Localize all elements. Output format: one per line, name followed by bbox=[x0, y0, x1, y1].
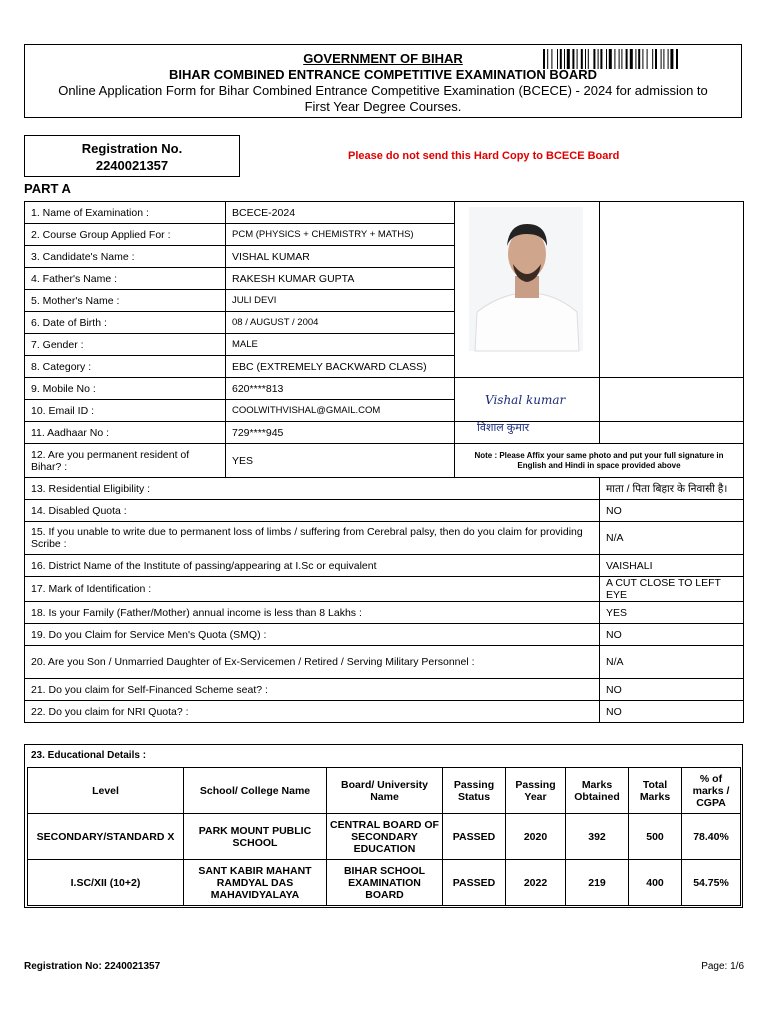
column-header: Board/ University Name bbox=[327, 768, 443, 814]
table-cell: 78.40% bbox=[682, 814, 741, 860]
field-label: 2. Course Group Applied For : bbox=[25, 224, 226, 246]
field-label: 19. Do you Claim for Service Men's Quota (SMQ) : bbox=[25, 624, 600, 646]
registration-label: Registration No. bbox=[81, 141, 183, 156]
table-row bbox=[28, 814, 741, 860]
educational-details-table bbox=[27, 767, 741, 906]
field-value: MALE bbox=[226, 334, 455, 356]
table-cell: I.SC/XII (10+2) bbox=[28, 860, 184, 906]
field-label: 22. Do you claim for NRI Quota? : bbox=[25, 701, 600, 723]
field-value: NO bbox=[600, 679, 744, 701]
educational-details-box bbox=[24, 744, 743, 908]
board-title: BIHAR COMBINED ENTRANCE COMPETITIVE EXAMINATION BOARD bbox=[168, 67, 598, 82]
table-cell: BIHAR SCHOOL EXAMINATION BOARD bbox=[327, 860, 443, 906]
field-value: JULI DEVI bbox=[226, 290, 455, 312]
field-value: NO bbox=[600, 500, 744, 522]
column-header: Total Marks bbox=[629, 768, 682, 814]
table-cell: SANT KABIR MAHANT RAMDYAL DAS MAHAVIDYALAYA bbox=[184, 860, 327, 906]
field-value: A CUT CLOSE TO LEFT EYE bbox=[600, 577, 744, 602]
candidate-photo bbox=[455, 202, 600, 354]
column-header: Marks Obtained bbox=[566, 768, 629, 814]
field-label: 4. Father's Name : bbox=[25, 268, 226, 290]
footer-registration: Registration No: 2240021357 bbox=[24, 961, 161, 972]
table-cell: 392 bbox=[566, 814, 629, 860]
header-box bbox=[24, 44, 742, 118]
hindi-signature-cell bbox=[455, 422, 600, 444]
field-value: PCM (PHYSICS + CHEMISTRY + MATHS) bbox=[226, 224, 455, 246]
form-subtitle: Online Application Form for Bihar Combined Entrance Competitive Examination (BCECE) - 2024 for admission to First Year Degree Courses. bbox=[58, 83, 708, 114]
field-label: 20. Are you Son / Unmarried Daughter of Ex-Servicemen / Retired / Serving Military Personnel : bbox=[25, 646, 600, 679]
column-header: Passing Year bbox=[506, 768, 566, 814]
field-value: VISHAL KUMAR bbox=[226, 246, 455, 268]
field-label: 9. Mobile No : bbox=[25, 378, 226, 400]
table-cell: 2020 bbox=[506, 814, 566, 860]
field-value: RAKESH KUMAR GUPTA bbox=[226, 268, 455, 290]
table-cell: 219 bbox=[566, 860, 629, 906]
table-cell: 500 bbox=[629, 814, 682, 860]
page-number: Page: 1/6 bbox=[701, 961, 744, 972]
field-label: 16. District Name of the Institute of passing/appearing at I.Sc or equivalent bbox=[25, 555, 600, 577]
field-label: 8. Category : bbox=[25, 356, 226, 378]
field-label: 10. Email ID : bbox=[25, 400, 226, 422]
field-value: N/A bbox=[600, 522, 744, 555]
field-value: YES bbox=[226, 444, 455, 478]
hard-copy-warning: Please do not send this Hard Copy to BCECE Board bbox=[348, 150, 620, 162]
photo-cell bbox=[455, 202, 600, 378]
part-a-title: PART A bbox=[24, 181, 71, 196]
field-value: VAISHALI bbox=[600, 555, 744, 577]
column-header: Level bbox=[28, 768, 184, 814]
field-label: 3. Candidate's Name : bbox=[25, 246, 226, 268]
field-label: 7. Gender : bbox=[25, 334, 226, 356]
field-value: 620****813 bbox=[226, 378, 455, 400]
english-signature: Vishal kumar bbox=[485, 392, 566, 407]
column-header: Passing Status bbox=[443, 768, 506, 814]
table-cell: 400 bbox=[629, 860, 682, 906]
field-value: EBC (EXTREMELY BACKWARD CLASS) bbox=[226, 356, 455, 378]
registration-box bbox=[24, 135, 240, 177]
field-value: BCECE-2024 bbox=[226, 202, 455, 224]
part-a-table bbox=[24, 201, 744, 723]
table-cell: PASSED bbox=[443, 860, 506, 906]
hindi-signature: विशाल कुमार bbox=[477, 422, 530, 434]
field-label: 6. Date of Birth : bbox=[25, 312, 226, 334]
table-cell: PARK MOUNT PUBLIC SCHOOL bbox=[184, 814, 327, 860]
field-label: 11. Aadhaar No : bbox=[25, 422, 226, 444]
field-value: 729****945 bbox=[226, 422, 455, 444]
column-header: % of marks / CGPA bbox=[682, 768, 741, 814]
field-label: 15. If you unable to write due to permanent loss of limbs / suffering from Cerebral palsy, then do you claim for providing Scribe : bbox=[25, 522, 600, 555]
table-cell: 54.75% bbox=[682, 860, 741, 906]
english-signature-cell bbox=[455, 378, 600, 422]
registration-number: 2240021357 bbox=[95, 158, 169, 173]
field-label: 14. Disabled Quota : bbox=[25, 500, 600, 522]
field-label: 21. Do you claim for Self-Financed Scheme seat? : bbox=[25, 679, 600, 701]
table-cell: 2022 bbox=[506, 860, 566, 906]
column-header: School/ College Name bbox=[184, 768, 327, 814]
table-cell: SECONDARY/STANDARD X bbox=[28, 814, 184, 860]
field-label: 1. Name of Examination : bbox=[25, 202, 226, 224]
field-value: 08 / AUGUST / 2004 bbox=[226, 312, 455, 334]
table-row bbox=[28, 860, 741, 906]
blank-signature-box bbox=[600, 422, 744, 444]
table-cell: PASSED bbox=[443, 814, 506, 860]
field-value: NO bbox=[600, 701, 744, 723]
field-label: 13. Residential Eligibility : bbox=[25, 478, 600, 500]
field-value: NO bbox=[600, 624, 744, 646]
blank-signature-box bbox=[600, 378, 744, 422]
educational-details-title: 23. Educational Details : bbox=[31, 750, 147, 761]
field-label: 17. Mark of Identification : bbox=[25, 577, 600, 602]
field-label: 18. Is your Family (Father/Mother) annual income is less than 8 Lakhs : bbox=[25, 602, 600, 624]
field-value: YES bbox=[600, 602, 744, 624]
field-value: COOLWITHVISHAL@GMAIL.COM bbox=[226, 400, 455, 422]
field-value: N/A bbox=[600, 646, 744, 679]
field-label: 5. Mother's Name : bbox=[25, 290, 226, 312]
field-value: माता / पिता बिहार के निवासी है। bbox=[600, 478, 744, 500]
table-cell: CENTRAL BOARD OF SECONDARY EDUCATION bbox=[327, 814, 443, 860]
blank-photo-box bbox=[600, 202, 744, 378]
photo-note: Note : Please Affix your same photo and put your full signature in English and Hindi in space provided above bbox=[455, 444, 744, 478]
field-label: 12. Are you permanent resident of Bihar? : bbox=[25, 444, 226, 478]
government-title: GOVERNMENT OF BIHAR bbox=[303, 51, 463, 66]
